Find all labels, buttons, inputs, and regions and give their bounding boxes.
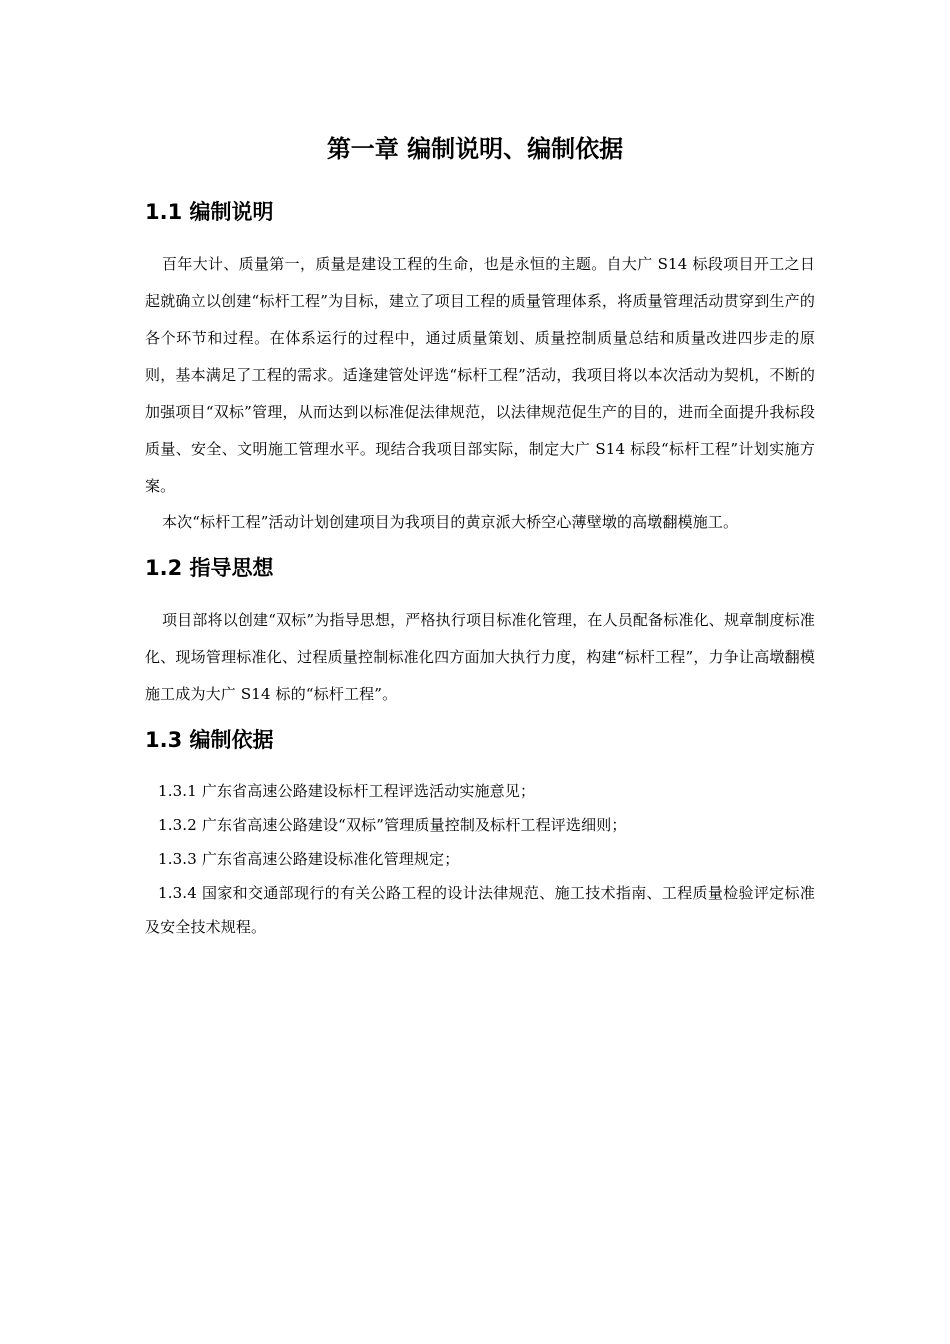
basis-list	[145, 774, 815, 944]
list-item: 1.3.4 国家和交通部现行的有关公路工程的设计法律规范、施工技术指南、工程质量检验评定标准及安全技术规程。	[145, 884, 815, 936]
section-body-1-1	[145, 246, 815, 540]
section-heading-1-3: 1.3 编制依据	[145, 728, 274, 752]
body-paragraph: 本次“标杆工程”活动计划创建项目为我项目的黄京派大桥空心薄壁墩的高墩翻模施工。	[162, 513, 739, 531]
body-paragraph: 项目部将以创建“双标”为指导思想，严格执行项目标准化管理，在人员配备标准化、规章制度标准化、现场管理标准化、过程质量控制标准化四方面加大执行力度，构建“标杆工程”，力争让高墩翻模施工成为大广 S14 标的“标杆工程”。	[145, 611, 815, 703]
list-item: 1.3.1 广东省高速公路建设标杆工程评选活动实施意见；	[158, 782, 536, 800]
section-heading-1-2: 1.2 指导思想	[145, 556, 274, 580]
list-item: 1.3.3 广东省高速公路建设标准化管理规定；	[158, 850, 460, 868]
chapter-title: 第一章 编制说明、编制依据	[326, 135, 624, 163]
section-heading-1-1: 1.1 编制说明	[145, 200, 274, 224]
body-paragraph: 百年大计、质量第一，质量是建设工程的生命，也是永恒的主题。自大广 S14 标段项目开工之日起就确立以创建“标杆工程”为目标，建立了项目工程的质量管理体系，将质量管理活动贯穿到生产的各个环节和过程。在体系运行的过程中，通过质量策划、质量控制质量总结和质量改进四步走的原则，基本满足了工程的需求。适逢建管处评选“标杆工程”活动，我项目将以本次活动为契机，不断的加强项目“双标”管理，从而达到以标准促法律规范，以法律规范促生产的目的，进而全面提升我标段质量、安全、文明施工管理水平。现结合我项目部实际，制定大广 S14 标段“标杆工程”计划实施方案。	[145, 255, 815, 495]
list-item: 1.3.2 广东省高速公路建设“双标”管理质量控制及标杆工程评选细则；	[158, 816, 627, 834]
section-body-1-2	[145, 602, 815, 713]
